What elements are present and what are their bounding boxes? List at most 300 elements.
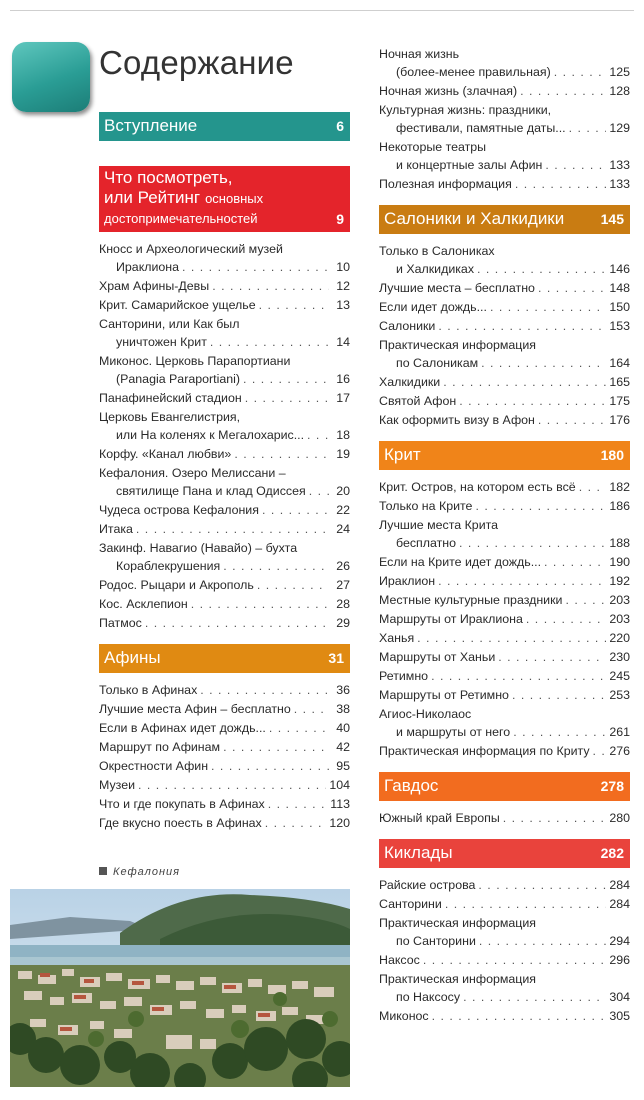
toc-entry[interactable] <box>379 970 630 1006</box>
toc-entry-line: Некоторые театры <box>379 140 487 154</box>
toc-entry-row <box>379 629 630 647</box>
toc-entry-page: 182 <box>609 480 630 494</box>
toc-entry[interactable] <box>99 757 350 775</box>
toc-entry-row <box>379 156 630 174</box>
toc-entry[interactable] <box>379 478 630 496</box>
toc-entry-page: 230 <box>609 650 630 664</box>
toc-entry-page: 24 <box>336 522 350 536</box>
toc-entry[interactable] <box>379 175 630 193</box>
toc-entry-page: 20 <box>336 484 350 498</box>
toc-entry-row <box>379 119 630 137</box>
toc-entry-row <box>379 354 630 372</box>
toc-entry-line: Кносс и Археологический музей <box>99 242 283 256</box>
toc-entry-title: Местные культурные праздники <box>379 593 563 607</box>
toc-entry-page: 129 <box>609 121 630 135</box>
toc-entry[interactable] <box>379 629 630 647</box>
dot-leader <box>477 260 606 278</box>
toc-entry-row <box>379 1007 630 1025</box>
toc-entry-row <box>379 895 630 913</box>
dot-leader <box>234 445 329 463</box>
toc-entry[interactable] <box>379 392 630 410</box>
toc-entry-title: Практическая информация по Криту <box>379 744 590 758</box>
toc-entry-line: Миконос. Церковь Парапортиани <box>99 354 291 368</box>
dot-leader <box>438 572 606 590</box>
toc-entry-row <box>99 814 350 832</box>
toc-entry[interactable] <box>379 138 630 174</box>
toc-entry-title: Полезная информация <box>379 177 512 191</box>
toc-entry-row <box>379 392 630 410</box>
toc-entry[interactable] <box>379 610 630 628</box>
toc-entry-row <box>379 876 630 894</box>
toc-entry-title: Если идет дождь... <box>379 300 487 314</box>
toc-entry[interactable] <box>379 298 630 316</box>
toc-entry-page: 95 <box>336 759 350 773</box>
toc-entry-row <box>99 776 350 794</box>
dot-leader <box>520 82 606 100</box>
toc-entry-title: Маршруты от Ретимно <box>379 688 509 702</box>
section-page: 145 <box>600 211 624 227</box>
toc-entry-title: Если на Крите идет дождь... <box>379 555 542 569</box>
toc-entry-page: 280 <box>609 811 630 825</box>
toc-entry-title: Патмос <box>99 616 142 630</box>
toc-entry-title: Только в Афинах <box>99 683 198 697</box>
dot-leader <box>191 595 329 613</box>
toc-entry-page: 192 <box>609 574 630 588</box>
dot-leader <box>265 814 327 832</box>
toc-entry-row <box>99 258 350 276</box>
toc-entry-row <box>379 742 630 760</box>
toc-entry-page: 12 <box>336 279 350 293</box>
dot-leader <box>136 520 329 538</box>
toc-entry-row <box>99 595 350 613</box>
toc-entry[interactable] <box>99 464 350 500</box>
toc-entry-title: бесплатно <box>396 536 457 550</box>
section-header[interactable] <box>379 205 630 234</box>
toc-entry[interactable] <box>99 576 350 594</box>
toc-entry-page: 16 <box>336 372 350 386</box>
toc-entry-row <box>99 700 350 718</box>
dot-leader <box>211 757 329 775</box>
dot-leader <box>210 333 329 351</box>
dot-leader <box>579 478 607 496</box>
dot-leader <box>544 553 606 571</box>
toc-entry[interactable] <box>99 277 350 295</box>
dot-leader <box>223 557 329 575</box>
dot-leader <box>269 719 329 737</box>
toc-entry-title: и маршруты от него <box>396 725 511 739</box>
toc-entry-page: 22 <box>336 503 350 517</box>
toc-entry[interactable] <box>379 742 630 760</box>
dot-leader <box>200 681 329 699</box>
toc-entry-page: 19 <box>336 447 350 461</box>
toc-entry-title: Ретимно <box>379 669 429 683</box>
toc-entry-page: 150 <box>609 300 630 314</box>
toc-entry[interactable] <box>99 738 350 756</box>
section-title: Крит <box>384 445 421 464</box>
toc-entry[interactable] <box>379 279 630 297</box>
toc-entry-title: Кораблекрушения <box>116 559 221 573</box>
toc-entry-row <box>99 757 350 775</box>
dot-leader <box>459 392 606 410</box>
toc-entry-line: Лучшие места Крита <box>379 518 499 532</box>
toc-entry-title: святилище Пана и клад Одиссея <box>116 484 306 498</box>
toc-entry[interactable] <box>379 553 630 571</box>
kefalonia-photo <box>10 889 350 1087</box>
toc-entry-row <box>379 63 630 81</box>
toc-entry-title: Южный край Европы <box>379 811 500 825</box>
section-header[interactable] <box>379 839 630 868</box>
toc-entry-page: 253 <box>609 688 630 702</box>
toc-entry-page: 245 <box>609 669 630 683</box>
toc-entry-row <box>379 553 630 571</box>
toc-entry[interactable] <box>99 719 350 737</box>
toc-entry-line: Практическая информация <box>379 338 537 352</box>
toc-entry-row <box>379 988 630 1006</box>
toc-entry[interactable] <box>99 296 350 314</box>
toc-entry-title: Итака <box>99 522 133 536</box>
toc-entry-row <box>379 648 630 666</box>
toc-entry-title: Как оформить визу в Афон <box>379 413 535 427</box>
toc-entry-row <box>379 723 630 741</box>
section-page: 180 <box>600 447 624 463</box>
toc-entry[interactable] <box>99 814 350 832</box>
toc-entry[interactable] <box>379 951 630 969</box>
toc-entry-title: по Салоникам <box>396 356 479 370</box>
toc-entry-row <box>379 175 630 193</box>
dot-leader <box>538 279 606 297</box>
toc-entry-page: 153 <box>609 319 630 333</box>
toc-entry[interactable] <box>379 1007 630 1025</box>
toc-entry-row <box>99 520 350 538</box>
toc-entry-page: 17 <box>336 391 350 405</box>
section-title: Салоники и Халкидики <box>384 209 565 228</box>
toc-entry-row <box>99 482 350 500</box>
toc-entry-page: 29 <box>336 616 350 630</box>
toc-entry-title: (более-менее правильная) <box>396 65 551 79</box>
toc-entry-page: 186 <box>609 499 630 513</box>
dot-leader <box>512 686 606 704</box>
toc-entry[interactable] <box>379 242 630 278</box>
toc-entry-title: Санторини <box>379 897 442 911</box>
toc-entry[interactable] <box>99 352 350 388</box>
toc-entry-title: и Халкидиках <box>396 262 475 276</box>
section-header[interactable] <box>99 112 350 141</box>
toc-entry-page: 276 <box>609 744 630 758</box>
dot-leader <box>309 482 329 500</box>
toc-entry-page: 120 <box>329 816 350 830</box>
toc-entry-row <box>379 82 630 100</box>
toc-right-column <box>379 45 630 1026</box>
toc-entry-page: 38 <box>336 702 350 716</box>
toc-entry[interactable] <box>99 501 350 519</box>
page-title: Содержание <box>99 44 294 81</box>
toc-entry-line: Кефалония. Озеро Мелиссани – <box>99 466 286 480</box>
toc-entry-title: Панафинейский стадион <box>99 391 242 405</box>
toc-entry[interactable] <box>99 776 350 794</box>
dot-leader <box>417 629 606 647</box>
toc-entry-row <box>99 389 350 407</box>
dot-leader <box>223 738 329 756</box>
toc-entry[interactable] <box>379 705 630 741</box>
dot-leader <box>545 156 606 174</box>
toc-entry[interactable] <box>379 895 630 913</box>
dot-leader <box>554 63 607 81</box>
toc-entry-row <box>379 932 630 950</box>
toc-entry-row <box>99 296 350 314</box>
toc-entry[interactable] <box>379 101 630 137</box>
toc-entry-title: Маршрут по Афинам <box>99 740 221 754</box>
toc-entry-title: Корфу. «Канал любви» <box>99 447 232 461</box>
toc-entry[interactable] <box>379 648 630 666</box>
toc-entry-title: Маршруты от Ираклиона <box>379 612 523 626</box>
toc-entry-page: 133 <box>609 158 630 172</box>
toc-entry-title: Ираклион <box>379 574 436 588</box>
toc-entry-title: Крит. Остров, на котором есть всё <box>379 480 576 494</box>
toc-entry[interactable] <box>99 520 350 538</box>
toc-entry-page: 220 <box>609 631 630 645</box>
section-title: Афины <box>104 648 161 667</box>
toc-entry-page: 284 <box>609 878 630 892</box>
toc-entry-row <box>99 557 350 575</box>
toc-entry-page: 14 <box>336 335 350 349</box>
toc-entry-title: Родос. Рыцари и Акрополь <box>99 578 254 592</box>
toc-entry-line: Агиос-Николаос <box>379 707 472 721</box>
toc-entry[interactable] <box>99 614 350 632</box>
toc-entry-title: Храм Афины-Девы <box>99 279 210 293</box>
toc-entry-page: 128 <box>609 84 630 98</box>
toc-entry-title: Наксос <box>379 953 420 967</box>
toc-entry[interactable] <box>99 595 350 613</box>
toc-entry-title: или На коленях к Мегалохарис... <box>116 428 305 442</box>
dot-leader <box>479 932 606 950</box>
toc-entry-row <box>99 333 350 351</box>
toc-entry[interactable] <box>99 389 350 407</box>
toc-entry-title: и концертные залы Афин <box>396 158 543 172</box>
toc-entry-title: Ханья <box>379 631 415 645</box>
section-header[interactable] <box>99 644 350 673</box>
toc-entry[interactable] <box>99 408 350 444</box>
toc-entry-line: Закинф. Навагио (Навайо) – бухта <box>99 541 298 555</box>
dot-leader <box>463 988 606 1006</box>
toc-entry-title: по Санторини <box>396 934 476 948</box>
toc-entry[interactable] <box>379 809 630 827</box>
toc-entry-line: Только в Салониках <box>379 244 495 258</box>
dot-leader <box>243 370 329 388</box>
toc-entry-title: Ираклиона <box>116 260 180 274</box>
toc-entry-row <box>379 809 630 827</box>
toc-entry-title: Маршруты от Ханьи <box>379 650 496 664</box>
dot-leader <box>526 610 606 628</box>
dot-leader <box>257 576 329 594</box>
toc-entry-row <box>379 411 630 429</box>
section-title-part: или Рейтинг <box>104 188 201 207</box>
toc-entry[interactable] <box>379 686 630 704</box>
dot-leader <box>569 119 607 137</box>
toc-entry[interactable] <box>99 445 350 463</box>
toc-entry-row <box>379 610 630 628</box>
toc-entry-row <box>379 951 630 969</box>
toc-entry-page: 13 <box>336 298 350 312</box>
toc-entry-page: 36 <box>336 683 350 697</box>
toc-entry-row <box>379 260 630 278</box>
toc-entry-page: 148 <box>609 281 630 295</box>
dot-leader <box>423 951 606 969</box>
toc-entry-row <box>99 445 350 463</box>
toc-entry-page: 165 <box>609 375 630 389</box>
toc-entry-line: Культурная жизнь: праздники, <box>379 103 552 117</box>
section-title: Киклады <box>384 843 453 862</box>
dot-leader <box>593 742 607 760</box>
toc-left-column <box>99 112 350 833</box>
toc-entry-page: 133 <box>609 177 630 191</box>
section-title: Вступление <box>104 116 198 135</box>
toc-entry-page: 18 <box>336 428 350 442</box>
dot-leader <box>431 667 606 685</box>
section-title: Гавдос <box>384 776 439 795</box>
toc-entry-page: 40 <box>336 721 350 735</box>
section-header[interactable] <box>379 772 630 801</box>
top-rule <box>10 10 634 11</box>
toc-entry-row <box>379 667 630 685</box>
toc-entry-page: 190 <box>609 555 630 569</box>
toc-entry[interactable] <box>99 681 350 699</box>
toc-entry-title: Чудеса острова Кефалония <box>99 503 259 517</box>
toc-entry-title: Лучшие места Афин – бесплатно <box>99 702 291 716</box>
dot-leader <box>432 1007 607 1025</box>
toc-entry[interactable] <box>379 82 630 100</box>
toc-entry-row <box>379 686 630 704</box>
dot-leader <box>498 648 606 666</box>
toc-entry-title: Халкидики <box>379 375 441 389</box>
toc-entry-title: Только на Крите <box>379 499 473 513</box>
toc-entry-page: 146 <box>609 262 630 276</box>
toc-entry-title: Райские острова <box>379 878 476 892</box>
toc-entry-title: Где вкусно поесть в Афинах <box>99 816 262 830</box>
section-subtitle-part: основных <box>205 191 264 206</box>
toc-entry-page: 305 <box>609 1009 630 1023</box>
toc-entry-page: 26 <box>336 559 350 573</box>
dot-leader <box>481 354 606 372</box>
toc-entry[interactable] <box>379 667 630 685</box>
toc-entry[interactable] <box>99 795 350 813</box>
dot-leader <box>515 175 606 193</box>
toc-entry[interactable] <box>99 315 350 351</box>
toc-entry-row <box>99 501 350 519</box>
section-page: 31 <box>328 650 344 666</box>
toc-entry-title: Окрестности Афин <box>99 759 209 773</box>
toc-entry-row <box>379 279 630 297</box>
toc-entry-title: Что и где покупать в Афинах <box>99 797 265 811</box>
section-subtitle-line: достопримечательностей <box>104 211 258 226</box>
toc-entry-page: 284 <box>609 897 630 911</box>
toc-entry-row <box>99 719 350 737</box>
toc-entry-title: Музеи <box>99 778 136 792</box>
dot-leader <box>459 534 606 552</box>
toc-entry[interactable] <box>99 240 350 276</box>
toc-entry[interactable] <box>99 700 350 718</box>
dot-leader <box>475 497 606 515</box>
toc-entry[interactable] <box>379 914 630 950</box>
toc-entry[interactable] <box>379 572 630 590</box>
toc-entry-page: 203 <box>609 593 630 607</box>
toc-entry-row <box>379 373 630 391</box>
toc-entry[interactable] <box>379 411 630 429</box>
dot-leader <box>503 809 607 827</box>
section-header[interactable] <box>99 166 350 232</box>
dot-leader <box>490 298 606 316</box>
toc-entry-title: Салоники <box>379 319 436 333</box>
toc-entry-title: Лучшие места – бесплатно <box>379 281 535 295</box>
dot-leader <box>445 895 606 913</box>
toc-entry-title: Кос. Асклепион <box>99 597 188 611</box>
dot-leader <box>268 795 327 813</box>
toc-entry[interactable] <box>379 373 630 391</box>
toc-entry-row <box>379 572 630 590</box>
toc-entry-page: 175 <box>609 394 630 408</box>
toc-entry-page: 304 <box>609 990 630 1004</box>
toc-entry-line: Практическая информация <box>379 972 537 986</box>
section-page: 278 <box>600 778 624 794</box>
toc-entry-page: 188 <box>609 536 630 550</box>
landscape-illustration <box>10 889 350 1087</box>
toc-entry-page: 28 <box>336 597 350 611</box>
toc-entry-page: 125 <box>609 65 630 79</box>
toc-entry-page: 42 <box>336 740 350 754</box>
dot-leader <box>513 723 606 741</box>
toc-entry-page: 296 <box>609 953 630 967</box>
dot-leader <box>212 277 329 295</box>
toc-entry-row <box>99 426 350 444</box>
toc-entry-row <box>379 534 630 552</box>
toc-entry[interactable] <box>379 336 630 372</box>
toc-entry-page: 176 <box>609 413 630 427</box>
toc-entry-title: уничтожен Крит <box>116 335 207 349</box>
toc-entry[interactable] <box>379 516 630 552</box>
toc-entry[interactable] <box>379 591 630 609</box>
section-title-line <box>104 188 345 209</box>
toc-entry-page: 104 <box>329 778 350 792</box>
dot-leader <box>245 389 329 407</box>
toc-entry[interactable] <box>379 497 630 515</box>
toc-entry[interactable] <box>379 876 630 894</box>
toc-entry-title: (Panagia Paraportiani) <box>116 372 240 386</box>
toc-entry-page: 113 <box>330 797 350 811</box>
toc-entry-page: 164 <box>609 356 630 370</box>
dot-leader <box>478 876 606 894</box>
toc-entry-row <box>99 738 350 756</box>
toc-entry-row <box>379 298 630 316</box>
toc-entry-row <box>99 277 350 295</box>
toc-entry-row <box>99 795 350 813</box>
toc-entry-title: Если в Афинах идет дождь... <box>99 721 266 735</box>
section-page: 9 <box>336 211 344 227</box>
toc-entry[interactable] <box>379 45 630 81</box>
dot-leader <box>438 317 606 335</box>
caption-square-icon <box>99 867 107 875</box>
toc-entry-title: Крит. Самарийское ущелье <box>99 298 256 312</box>
photo-caption <box>99 866 180 878</box>
toc-entry[interactable] <box>379 317 630 335</box>
toc-entry-page: 261 <box>609 725 630 739</box>
toc-entry-page: 10 <box>336 260 350 274</box>
section-header[interactable] <box>379 441 630 470</box>
dot-leader <box>307 426 329 444</box>
toc-entry-title: фестивали, памятные даты... <box>396 121 566 135</box>
caption-text: Кефалония <box>113 866 181 878</box>
toc-entry-line: Практическая информация <box>379 916 537 930</box>
toc-entry[interactable] <box>99 539 350 575</box>
dot-leader <box>262 501 329 519</box>
